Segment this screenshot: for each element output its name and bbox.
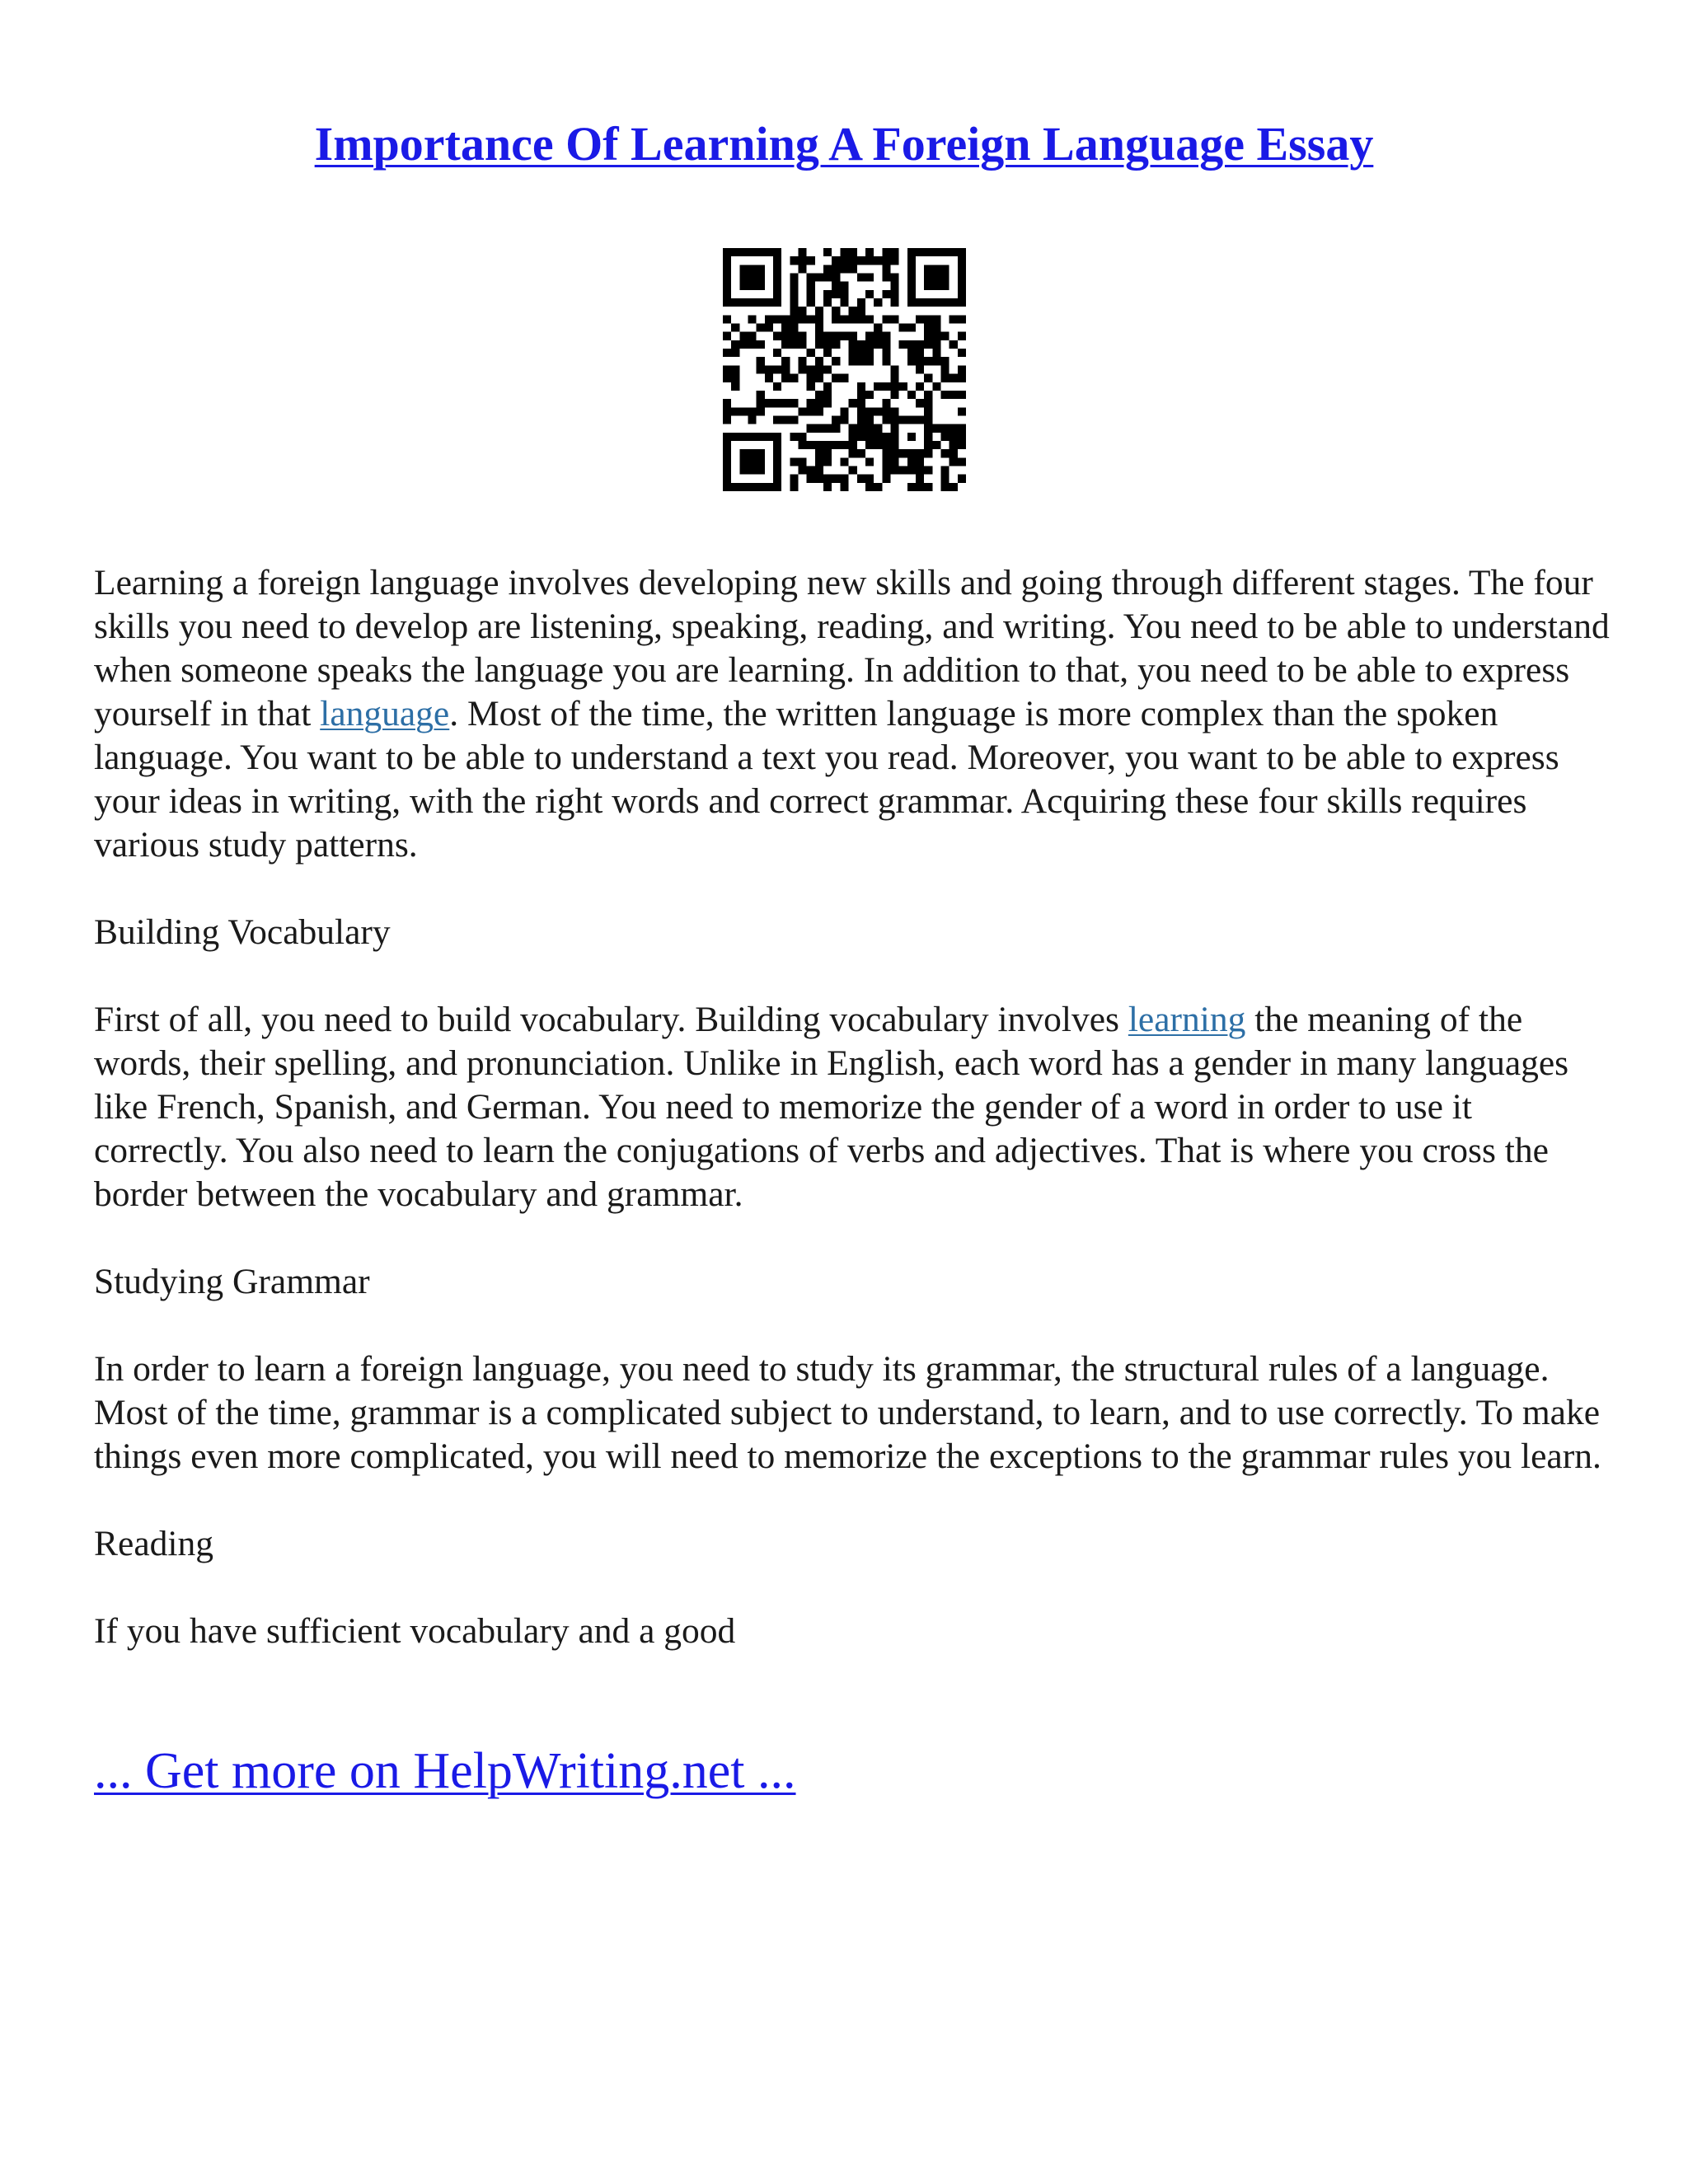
paragraph-reading: If you have sufficient vocabulary and a good <box>94 1611 736 1651</box>
get-more-container <box>94 1741 796 1802</box>
paragraph-grammar: In order to learn a foreign language, you need to study its grammar, the structural rules of a language. Most of the time, grammar is a complicated subject to understand, to learn, and to use correctly. To make things even more complicated, you will need to memorize the exceptions to the grammar rules you learn. <box>94 1349 1601 1476</box>
paragraph-intro-text-2: . Most of the time, the written language is more complex than the spoken language. You want to be able to understand a text you read. Moreover, you want to be able to express your ideas in writing, with the right words and correct grammar. Acquiring these four skills requires various study patterns. <box>94 694 1559 865</box>
language-link[interactable]: language <box>320 694 450 733</box>
get-more-link[interactable]: ... Get more on HelpWriting.net ... <box>94 1743 796 1799</box>
paragraph-vocabulary <box>94 998 1611 1216</box>
title-link[interactable]: Importance Of Learning A Foreign Language Essay <box>314 117 1374 171</box>
learning-link[interactable]: learning <box>1128 1000 1246 1039</box>
heading-reading: Reading <box>94 1524 213 1563</box>
essay-body <box>94 561 1611 1697</box>
page-title <box>0 115 1688 173</box>
paragraph-intro-text-1: Learning a foreign language involves developing new skills and going through different stages. The four skills you need to develop are listening, speaking, reading, and writing. You need to be able to understand when someone speaks the language you are learning. In addition to that, you need to be able to express yourself in that <box>94 563 1610 733</box>
heading-building-vocabulary: Building Vocabulary <box>94 912 391 952</box>
paragraph-vocabulary-text-1: First of all, you need to build vocabulary. Building vocabulary involves <box>94 1000 1128 1039</box>
heading-studying-grammar: Studying Grammar <box>94 1262 370 1301</box>
paragraph-intro <box>94 561 1611 867</box>
paragraph-vocabulary-text-2: the meaning of the words, their spelling, and pronunciation. Unlike in English, each word has a gender in many languages like French, Spanish, and German. You need to memorize the gender of a word in order to use it correctly. You also need to learn the conjugations of verbs and adjectives. That is where you cross the border between the vocabulary and grammar. <box>94 1000 1569 1214</box>
qr-code-icon <box>723 248 966 491</box>
